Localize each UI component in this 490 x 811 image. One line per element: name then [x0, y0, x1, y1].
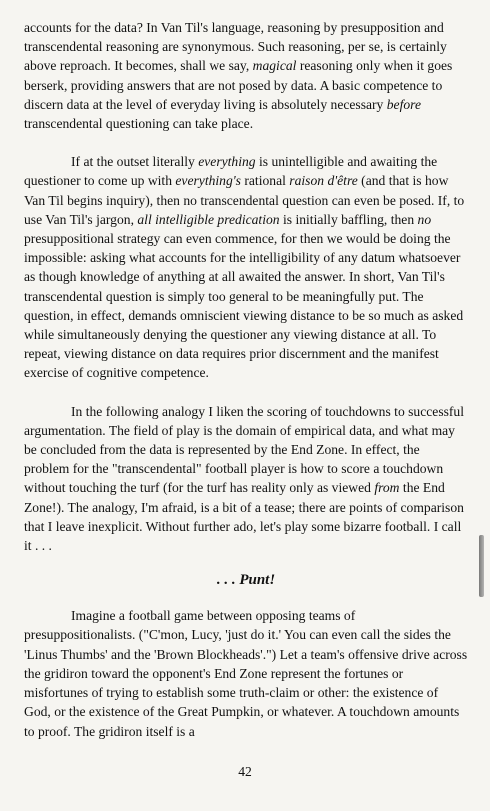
text-run: reasoning only when it goes berserk, providing answers that are not posed by data. A basic competence to discern data at the level of everyday living is absolutely necessary [24, 58, 453, 112]
text-run: transcendental questioning can take place. [24, 116, 254, 132]
text-run: rational [240, 173, 290, 189]
scan-artifact [479, 535, 484, 597]
italic-run: everything's [175, 173, 241, 189]
paragraph-2 [24, 152, 468, 382]
text-run: In the following analogy I liken the scoring of touchdowns to successful argumentation. The field of play is the domain of empirical data, and what may be concluded from the data is represented by the End Zone. In effect, the problem for the "transcendental" football player is how to score a touchdown without touching the turf (for the turf has reality only as viewed [24, 403, 465, 496]
text-run: accounts for the data? In Van Til's language, reasoning by presupposition and transcendental reasoning are synonymous. Such reasoning, per se, is certainly above reproach. It becomes, shall we say, [24, 20, 447, 74]
text-run: presuppositional strategy can even commence, for then we would be doing the impossible: asking what accounts for the intelligibility of any datum whatsoever as though knowledge of anything at all awaited the answer. In short, Van Til's transcendental question is simply too general to be meaningfully put. The question, in effect, demands omniscient viewing distance to be so much as asked while simultaneously denying the questioner any viewing distance at all. To repeat, viewing distance on data requires prior discernment and the manifest exercise of cognitive competence. [24, 231, 464, 381]
italic-run: from [374, 480, 400, 496]
italic-run: all intelligible predication [137, 211, 280, 227]
text-run: is initially baffling, then [279, 211, 418, 227]
text-run: (and that is how Van Til begins inquiry), then no transcendental question can even be posed. If, to use Van Til's jargon, [24, 173, 465, 227]
text-run: If at the outset literally [71, 154, 199, 170]
italic-run: raison d'être [289, 173, 358, 189]
page-number: 42 [238, 764, 252, 779]
italic-run: no [417, 211, 432, 227]
text-run: the End Zone!). The analogy, I'm afraid, is a bit of a tease; there are points of comparison that I leave inexplicit. Without further ado, let's play some bizarre football. I call it . . . [24, 480, 464, 554]
italic-run: magical [252, 58, 297, 74]
paragraph-3 [24, 402, 468, 556]
paragraph-1 [24, 18, 468, 133]
text-run: is unintelligible and awaiting the questioner to come up with [24, 154, 438, 189]
document-page [24, 18, 468, 741]
section-heading: . . . Punt! [216, 572, 276, 589]
italic-run: everything [198, 154, 256, 170]
paragraph-4 [24, 606, 468, 740]
text-run: Imagine a football game between opposing teams of presuppositionalists. ("C'mon, Lucy, 'just do it.' You can even call the sides the 'Linus Thumbs' and the 'Brown Blockheads'.") Let a team's offensive drive across the gridiron toward the opponent's End Zone represent the fortunes or misfortunes of trying to establish some truth-claim or other: the existence of God, or the existence of the Great Pumpkin, or whatever. A touchdown amounts to proof. The gridiron itself is a [24, 608, 468, 739]
italic-run: before [386, 96, 421, 112]
